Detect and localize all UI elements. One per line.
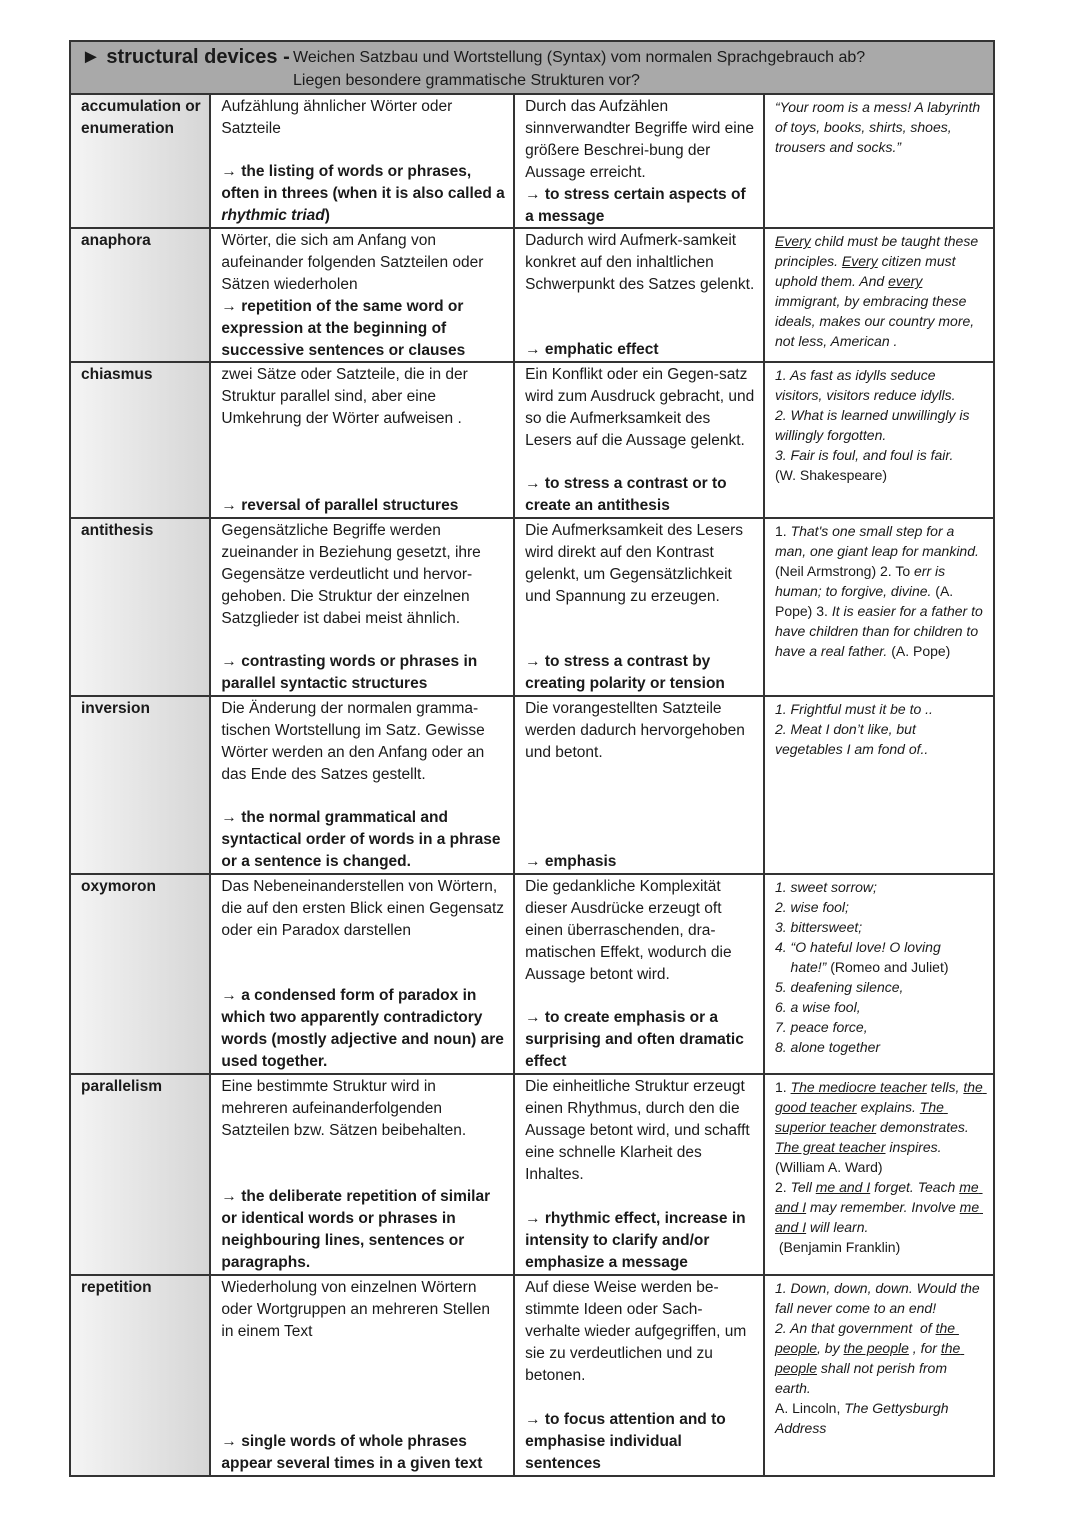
english-definition <box>221 1431 505 1475</box>
example-text: (A. Pope) 3. <box>774 583 958 619</box>
example-text: The great teacher <box>774 1139 886 1155</box>
example-text: The mediocre teacher <box>790 1079 927 1095</box>
example-text: inspires. <box>885 1139 942 1155</box>
term-text: repetition <box>81 1279 152 1296</box>
term-text: accumulation or enumeration <box>81 98 201 137</box>
example-text: Tell <box>790 1179 816 1195</box>
example-text: the people <box>774 1320 959 1356</box>
german-definition: Aufzählung ähnlicher Wörter oder Satzteile <box>221 98 453 137</box>
german-function: Durch das Aufzählen sinnverwandter Begriffe wird eine größere Beschrei-bung der Aussage erreicht. <box>525 98 754 181</box>
function-cell <box>515 697 765 873</box>
definition-cell <box>211 229 515 361</box>
structural-devices-table <box>69 40 995 1477</box>
device-row <box>71 875 993 1075</box>
german-function: Die Aufmerksamkeit des Lesers wird direkt auf den Kontrast gelenkt, um Gegensätzlichkeit und Spannung zu erzeugen. <box>525 522 744 605</box>
example-text: the people <box>843 1340 909 1356</box>
term-text: oxymoron <box>81 878 156 895</box>
example-text: (William A. Ward) 2. <box>774 1159 883 1195</box>
german-function: Die gedankliche Komplexität dieser Ausdrücke erzeugt oft einen überraschenden, dra-matischen Effekt, wodurch die Aussage betont wird. <box>525 878 732 983</box>
function-cell <box>515 363 765 517</box>
section-title <box>81 46 290 69</box>
example-cell <box>765 229 993 361</box>
example-text: 1. <box>774 1079 791 1095</box>
english-definition-text: → repetition of the same word or expression at the beginning of successive sentences or clauses <box>221 298 466 359</box>
example-cell <box>765 697 993 873</box>
example-text: (Romeo and Juliet) <box>826 959 949 975</box>
german-function: Die einheitliche Struktur erzeugt einen Rhythmus, durch den die Aussage betont wird, und schafft eine schnelle Klarheit des Inhaltes. <box>525 1078 750 1183</box>
definition-cell <box>211 875 515 1073</box>
english-definition-text: → contrasting words or phrases in parallel syntactic structures <box>221 653 478 692</box>
example-text: explains. <box>856 1099 920 1115</box>
definition-cell <box>211 1276 515 1475</box>
english-definition-text: → the listing of words or phrases, often in threes (when it is also called a <box>221 163 505 202</box>
example-cell <box>765 1276 993 1475</box>
function-cell <box>515 875 765 1073</box>
example-text: me and I <box>815 1179 871 1195</box>
example-cell <box>765 875 993 1073</box>
example-text: immigrant, by embracing these ideals, makes our country more, not less, American . <box>774 273 979 349</box>
device-term <box>71 1276 211 1475</box>
example-text: demonstrates. <box>876 1119 973 1135</box>
example-text: The superior teacher <box>774 1099 948 1135</box>
example-text: may remember. Involve <box>806 1199 960 1215</box>
device-row <box>71 519 993 697</box>
example-cell <box>765 519 993 695</box>
definition-cell <box>211 519 515 695</box>
device-term <box>71 229 211 361</box>
example-cell <box>765 363 993 517</box>
english-definition <box>221 495 505 517</box>
english-definition <box>221 985 505 1073</box>
example-text: Every <box>841 253 878 269</box>
device-row <box>71 1276 993 1475</box>
english-function: → to create emphasis or a surprising and often dramatic effect <box>525 1009 744 1070</box>
example-text: will learn. <box>806 1219 869 1235</box>
term-text: anaphora <box>81 232 151 249</box>
example-text: 1. As fast as idylls seduce visitors, visitors reduce idylls. 2. What is learned unwillingly is willingly forgotten. 3. Fair is foul, and foul is fair. <box>774 367 970 463</box>
example-text: 1. sweet sorrow; 2. wise fool; 3. bittersweet; 4. “O hateful love! O loving hate!” <box>774 879 941 975</box>
device-term <box>71 95 211 227</box>
german-function: Auf diese Weise werden be-stimmte Ideen oder Sach-verhalte wieder aufgegriffen, um sie zu verdeutlichen und zu betonen. <box>525 1279 747 1384</box>
title-text: ► structural devices <box>81 46 278 68</box>
english-function: → to stress a contrast or to create an antithesis <box>525 475 727 514</box>
german-definition: Wörter, die sich am Anfang von aufeinander folgenden Satzteilen oder Sätzen wiederholen <box>221 232 484 293</box>
term-text: antithesis <box>81 522 154 539</box>
example-text: Every <box>774 233 811 249</box>
function-cell <box>515 229 765 361</box>
example-text: A. Lincoln, <box>774 1400 841 1416</box>
example-text: It is easier for a father to have children than for children to have a real father. <box>774 603 987 659</box>
example-text: forget. Teach <box>870 1179 960 1195</box>
example-text: (Neil Armstrong) 2. To <box>774 543 983 579</box>
german-function: Die vorangestellten Satzteile werden dadurch hervorgehoben und betont. <box>525 700 745 761</box>
example-text: me and I <box>774 1199 983 1235</box>
term-text: inversion <box>81 700 150 717</box>
example-text: child must be taught these principles. <box>774 233 982 269</box>
german-definition: zwei Sätze oder Satzteile, die in der Struktur parallel sind, aber eine Umkehrung der Wörter aufweisen . <box>221 366 468 427</box>
german-definition: Eine bestimmte Struktur wird in mehreren aufeinanderfolgenden Satzteilen bzw. Sätzen beibehalten. <box>221 1078 467 1139</box>
english-function: → rhythmic effect, increase in intensity to clarify and/or emphasize a message <box>525 1210 746 1271</box>
device-term <box>71 363 211 517</box>
example-text: every <box>888 273 923 289</box>
german-definition: Das Nebeneinanderstellen von Wörtern, die auf den ersten Blick einen Gegensatz oder ein Paradox darstellen <box>221 878 505 939</box>
device-term <box>71 519 211 695</box>
definition-cell <box>211 95 515 227</box>
example-text: That's one small step for a man, one giant leap for mankind. <box>774 523 979 559</box>
device-row <box>71 229 993 363</box>
german-definition: Die Änderung der normalen gramma-tischen Wortstellung im Satz. Gewisse Wörter werden an den Anfang oder an das Ende des Satzes gestellt. <box>221 700 485 783</box>
term-text: chiasmus <box>81 366 153 383</box>
definition-cell <box>211 1075 515 1274</box>
english-definition-end: ) <box>324 207 330 224</box>
example-text: (W. Shakespeare) <box>774 467 888 483</box>
german-definition: Gegensätzliche Begriffe werden zueinander in Beziehung gesetzt, ihre Gegensätze verdeutlicht und hervor-gehoben. Die Struktur der einzelnen Satzglieder ist dabei meist ähnlich. <box>221 522 481 627</box>
english-function: → to stress a contrast by creating polarity or tension <box>525 653 725 692</box>
english-definition <box>221 651 505 695</box>
example-text: 5. deafening silence, 6. a wise fool, 7. peace force, 8. alone together <box>774 979 904 1055</box>
device-row <box>71 1075 993 1276</box>
example-cell <box>765 1075 993 1274</box>
device-term <box>71 1075 211 1274</box>
example-text: tells, <box>926 1079 964 1095</box>
example-text: 1. Down, down, down. Would the fall never come to an end! 2. An that government of <box>774 1280 980 1336</box>
device-row <box>71 363 993 519</box>
function-cell <box>515 519 765 695</box>
example-text: me and I <box>774 1179 983 1215</box>
title-dash: - <box>283 46 290 68</box>
emphasized-term: rhythmic triad <box>221 207 325 224</box>
table-header <box>71 42 993 95</box>
example-text: err is human; to forgive, divine. <box>774 563 950 599</box>
example-text: “Your room is a mess! A labyrinth of toys, books, shirts, shoes, trousers and socks.” <box>774 99 985 155</box>
english-function: → emphasis <box>525 853 617 870</box>
guiding-question-1: Weichen Satzbau und Wortstellung (Syntax) vom normalen Sprachgebrauch ab? <box>293 49 866 66</box>
english-definition <box>221 1186 505 1274</box>
english-definition-text: → single words of whole phrases appear several times in a given text <box>221 1433 483 1472</box>
function-cell <box>515 1276 765 1475</box>
function-cell <box>515 95 765 227</box>
english-function: → emphatic effect <box>525 341 659 358</box>
german-definition: Wiederholung von einzelnen Wörtern oder Wortgruppen an mehreren Stellen in einem Text <box>221 1279 490 1340</box>
english-definition <box>221 161 505 227</box>
german-function: Ein Konflikt oder ein Gegen-satz wird zum Ausdruck gebracht, und so die Aufmerksamkeit des Lesers auf die Aussage gelenkt. <box>525 366 755 449</box>
english-definition <box>221 296 505 362</box>
guiding-question-2: Liegen besondere grammatische Strukturen vor? <box>293 72 640 89</box>
english-definition-text: → the deliberate repetition of similar or identical words or phrases in neighbouring lines, sentences or paragraphs. <box>221 1188 491 1271</box>
function-cell <box>515 1075 765 1274</box>
example-text: , by <box>817 1340 844 1356</box>
device-row <box>71 95 993 229</box>
example-text: 1. Frightful must it be to .. 2. Meat I don’t like, but vegetables I am fond of.. <box>774 701 933 757</box>
definition-cell <box>211 697 515 873</box>
example-text: The Gettysburgh Address <box>774 1400 952 1436</box>
english-definition-text: → reversal of parallel structures <box>221 497 459 514</box>
example-text: (Benjamin Franklin) <box>778 1239 901 1255</box>
example-text: citizen must uphold them. And <box>774 253 960 289</box>
example-text: , for <box>908 1340 941 1356</box>
example-text: the good teacher <box>774 1079 987 1115</box>
device-term <box>71 875 211 1073</box>
english-function: → to stress certain aspects of a message <box>525 186 746 225</box>
device-term <box>71 697 211 873</box>
example-text: (A. Pope) <box>887 643 951 659</box>
english-function: → to focus attention and to emphasise individual sentences <box>525 1411 726 1472</box>
example-text: 1. <box>774 523 791 539</box>
example-text: shall not perish from earth. <box>774 1360 951 1396</box>
example-cell <box>765 95 993 227</box>
example-text: the people <box>774 1340 965 1376</box>
term-text: parallelism <box>81 1078 162 1095</box>
english-definition-text: → a condensed form of paradox in which two apparently contradictory words (mostly adjective and noun) are used together. <box>221 987 504 1070</box>
english-definition <box>221 807 505 873</box>
english-definition-text: → the normal grammatical and syntactical order of words in a phrase or a sentence is changed. <box>221 809 501 870</box>
device-row <box>71 697 993 875</box>
definition-cell <box>211 363 515 517</box>
german-function: Dadurch wird Aufmerk-samkeit konkret auf den inhaltlichen Schwerpunkt des Satzes gelenkt. <box>525 232 755 293</box>
